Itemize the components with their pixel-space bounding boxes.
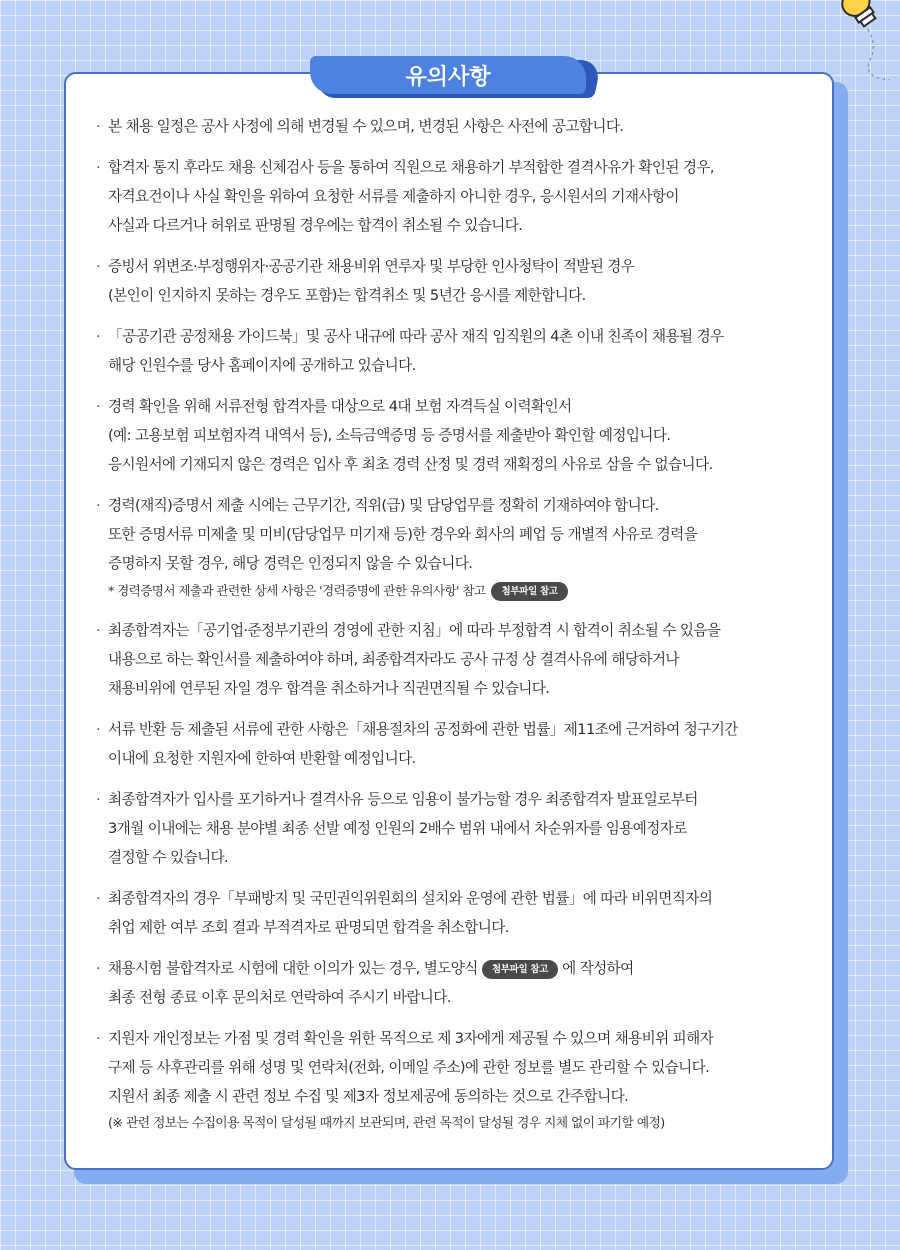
title-tab: [310, 56, 586, 94]
item-text: 구제 등 사후관리를 위해 성명 및 연락처(전화, 이메일 주소)에 관한 정보를 별도 관리할 수 있습니다.: [108, 1059, 710, 1076]
list-item: [94, 954, 814, 1012]
bullet: ·: [96, 721, 101, 738]
item-text: 채용시험 불합격자로 시험에 대한 이의가 있는 경우, 별도양식: [108, 960, 478, 977]
list-item: [94, 153, 814, 240]
item-text: 내용으로 하는 확인서를 제출하여야 하며, 최종합격자라도 공사 규정 상 결격사유에 해당하거나: [108, 651, 679, 668]
item-text: 자격요건이나 사실 확인을 위하여 요청한 서류를 제출하지 아니한 경우, 응시원서의 기재사항이: [108, 188, 679, 205]
bullet: ·: [96, 258, 101, 275]
notice-list: [94, 112, 814, 1149]
item-text: (본인이 인지하지 못하는 경우도 포함)는 합격취소 및 5년간 응시를 제한합니다.: [108, 287, 586, 304]
lightbulb-icon: [800, 0, 900, 80]
list-item: [94, 112, 814, 141]
item-text: 증명하지 못할 경우, 해당 경력은 인정되지 않을 수 있습니다.: [108, 555, 473, 572]
attachment-link-button[interactable]: 첨부파일 참고: [482, 960, 558, 979]
item-text: 이내에 요청한 지원자에 한하여 반환할 예정입니다.: [108, 750, 416, 767]
list-item: [94, 715, 814, 773]
item-text: 경력 확인을 위해 서류전형 합격자를 대상으로 4대 보험 자격득실 이력확인서: [108, 398, 572, 415]
list-item: [94, 1024, 814, 1137]
list-item: [94, 322, 814, 380]
item-text: 지원자 개인정보는 가점 및 경력 확인을 위한 목적으로 제 3자에게 제공될 수 있으며 채용비위 피해자: [108, 1030, 714, 1047]
bullet: ·: [96, 622, 101, 639]
item-text: 응시원서에 기재되지 않은 경력은 입사 후 최초 경력 산정 및 경력 재획정의 사유로 삼을 수 없습니다.: [108, 456, 713, 473]
item-text: 증빙서 위변조·부정행위자·공공기관 채용비위 연루자 및 부당한 인사청탁이 적발된 경우: [108, 258, 635, 275]
page-title: 유의사항: [405, 64, 491, 90]
item-text: 결정할 수 있습니다.: [108, 849, 229, 866]
list-item: [94, 884, 814, 942]
list-item: [94, 491, 814, 604]
item-text: 서류 반환 등 제출된 서류에 관한 사항은「채용절차의 공정화에 관한 법률」제11조에 근거하여 청구기간: [108, 721, 738, 738]
item-text: 합격자 통지 후라도 채용 신체검사 등을 통하여 직원으로 채용하기 부적합한 결격사유가 확인된 경우,: [108, 159, 714, 176]
item-text: 「공공기관 공정채용 가이드북」및 공사 내규에 따라 공사 재직 임직원의 4촌 이내 친족이 채용될 경우: [108, 328, 724, 345]
bullet: ·: [96, 118, 101, 135]
item-text: 본 채용 일정은 공사 사정에 의해 변경될 수 있으며, 변경된 사항은 사전에 공고합니다.: [108, 118, 624, 135]
career-note: [108, 578, 814, 604]
item-text: 취업 제한 여부 조회 결과 부적격자로 판명되면 합격을 취소합니다.: [108, 919, 509, 936]
list-item: [94, 252, 814, 310]
list-item: [94, 616, 814, 703]
item-text: 최종합격자는「공기업·준정부기관의 경영에 관한 지침」에 따라 부정합격 시 합격이 취소될 수 있음을: [108, 622, 721, 639]
item-text: 해당 인원수를 당사 홈페이지에 공개하고 있습니다.: [108, 357, 416, 374]
item-text: 최종합격자의 경우「부패방지 및 국민권익위원회의 설치와 운영에 관한 법률」에 따라 비위면직자의: [108, 890, 713, 907]
list-item: [94, 392, 814, 479]
item-text: 지원서 최종 제출 시 관련 정보 수집 및 제3자 정보제공에 동의하는 것으로 간주합니다.: [108, 1088, 629, 1105]
item-text: 최종합격자가 입사를 포기하거나 결격사유 등으로 임용이 불가능할 경우 최종합격자 발표일로부터: [108, 791, 698, 808]
bullet: ·: [96, 890, 101, 907]
item-text-with-attachment: [108, 954, 814, 983]
bullet: ·: [96, 791, 101, 808]
bullet: ·: [96, 1030, 101, 1047]
list-item: [94, 785, 814, 872]
attachment-link-button[interactable]: 첨부파일 참고: [491, 582, 567, 601]
item-text: 또한 증명서류 미제출 및 미비(담당업무 미기재 등)한 경우와 회사의 폐업 등 개별적 사유로 경력을: [108, 526, 698, 543]
item-text: 채용비위에 연루된 자일 경우 합격을 취소하거나 직권면직될 수 있습니다.: [108, 680, 550, 697]
retention-note: (※ 관련 정보는 수집이용 목적이 달성될 때까지 보관되며, 관련 목적이 달성될 경우 지체 없이 파기할 예정): [108, 1116, 665, 1131]
bullet: ·: [96, 960, 101, 977]
bullet: ·: [96, 398, 101, 415]
bullet: ·: [96, 159, 101, 176]
item-text: 에 작성하여: [562, 960, 634, 977]
item-text: 사실과 다르거나 허위로 판명될 경우에는 합격이 취소될 수 있습니다.: [108, 217, 523, 234]
bullet: ·: [96, 328, 101, 345]
note-text: * 경력증명서 제출과 관련한 상세 사항은 '경력증명에 관한 유의사항' 참고: [108, 583, 486, 598]
item-text: 최종 전형 종료 이후 문의처로 연락하여 주시기 바랍니다.: [108, 989, 451, 1006]
item-text: 경력(재직)증명서 제출 시에는 근무기간, 직위(급) 및 담당업무를 정확히 기재하여야 합니다.: [108, 497, 659, 514]
item-text: 3개월 이내에는 채용 분야별 최종 선발 예정 인원의 2배수 범위 내에서 차순위자를 임용예정자로: [108, 820, 687, 837]
item-text: (예: 고용보험 피보험자격 내역서 등), 소득금액증명 등 증명서를 제출받아 확인할 예정입니다.: [108, 427, 671, 444]
bullet: ·: [96, 497, 101, 514]
